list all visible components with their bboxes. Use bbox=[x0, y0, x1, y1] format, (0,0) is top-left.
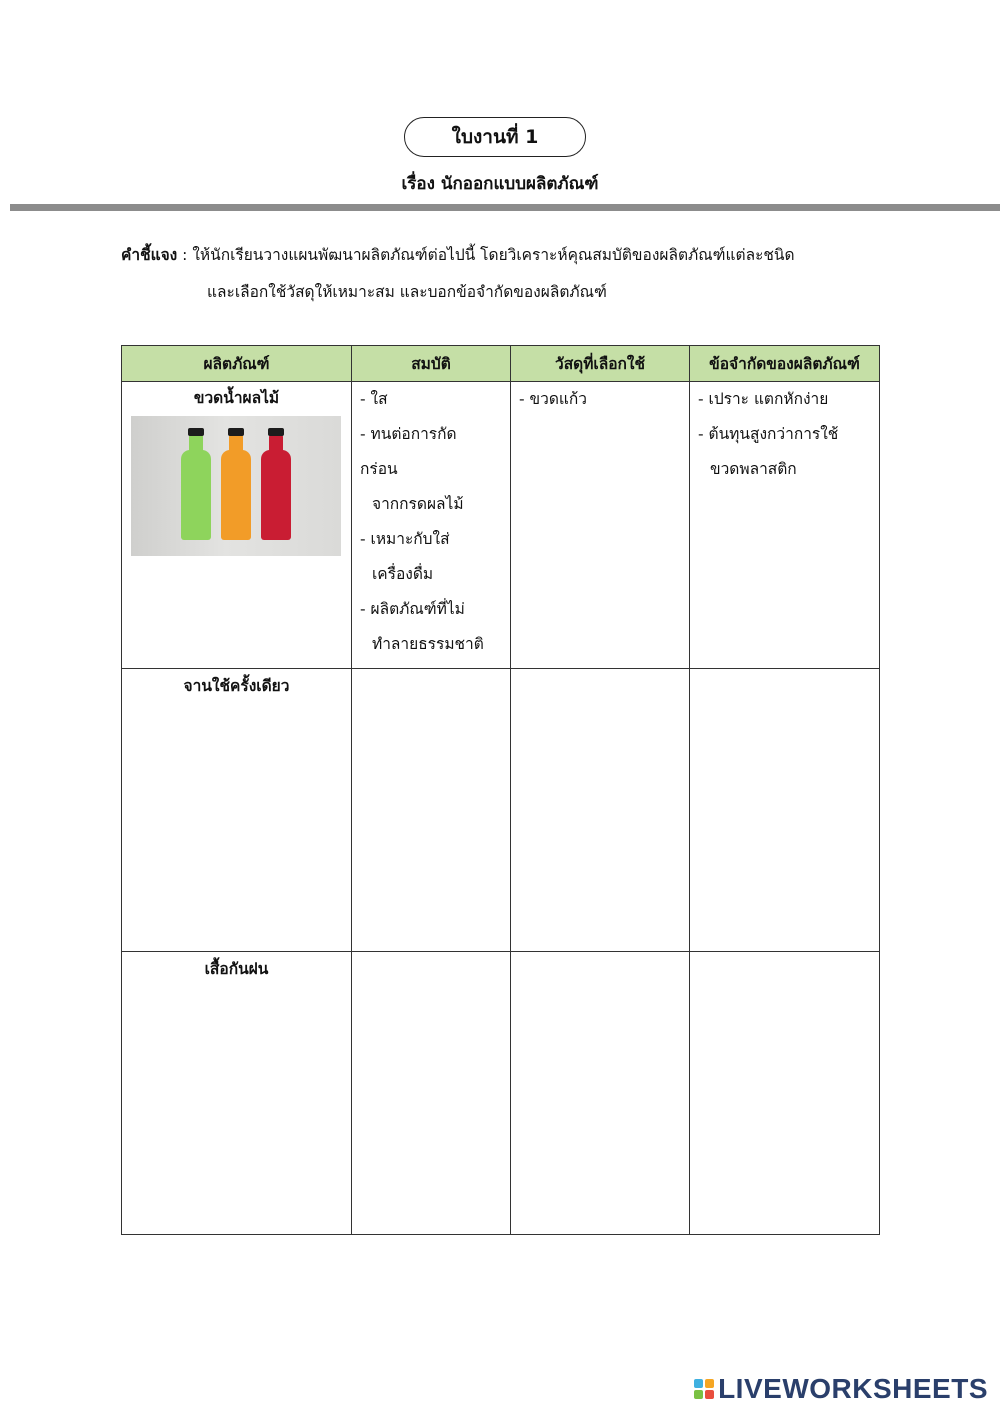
material-cell[interactable] bbox=[511, 382, 690, 669]
orange-bottle-icon bbox=[221, 450, 251, 540]
instructions-separator: : bbox=[177, 246, 193, 264]
property-line: กร่อน bbox=[360, 460, 398, 478]
product-name: ขวดน้ำผลไม้ bbox=[193, 389, 280, 407]
brand-name: LIVEWORKSHEETS bbox=[718, 1373, 988, 1404]
header-limitations: ข้อจำกัดของผลิตภัณฑ์ bbox=[690, 346, 880, 382]
green-bottle-icon bbox=[181, 450, 211, 540]
material-cell[interactable] bbox=[511, 669, 690, 952]
product-cell bbox=[122, 382, 352, 669]
properties-cell[interactable] bbox=[352, 382, 511, 669]
brand-logo bbox=[694, 1373, 988, 1405]
material-cell[interactable] bbox=[511, 952, 690, 1235]
header-properties: สมบัติ bbox=[352, 346, 511, 382]
product-cell bbox=[122, 669, 352, 952]
property-line: - ทนต่อการกัด bbox=[360, 425, 457, 443]
worksheet-title: ใบงานที่ 1 bbox=[404, 117, 586, 157]
product-cell bbox=[122, 952, 352, 1235]
table-row bbox=[122, 669, 880, 952]
limitations-cell[interactable] bbox=[690, 382, 880, 669]
product-name: เสื้อกันฝน bbox=[204, 960, 269, 978]
limitations-cell[interactable] bbox=[690, 669, 880, 952]
limitations-cell[interactable] bbox=[690, 952, 880, 1235]
property-line: ทำลายธรรมชาติ bbox=[372, 635, 484, 653]
property-line: เครื่องดื่ม bbox=[372, 565, 434, 583]
properties-cell[interactable] bbox=[352, 669, 511, 952]
brand-mark-icon bbox=[694, 1379, 714, 1399]
property-line: จากกรดผลไม้ bbox=[372, 495, 464, 513]
limitation-line: - เปราะ แตกหักง่าย bbox=[698, 390, 829, 408]
table-row bbox=[122, 952, 880, 1235]
worksheet-subtitle: เรื่อง นักออกแบบผลิตภัณฑ์ bbox=[401, 174, 599, 194]
product-name: จานใช้ครั้งเดียว bbox=[183, 677, 290, 695]
instructions-line-2: และเลือกใช้วัสดุให้เหมาะสม และบอกข้อจำกัดของผลิตภัณฑ์ bbox=[207, 283, 607, 301]
table-row bbox=[122, 382, 880, 669]
instructions-label: คำชี้แจง bbox=[121, 246, 178, 264]
header-divider bbox=[10, 204, 1000, 211]
properties-cell[interactable] bbox=[352, 952, 511, 1235]
instructions-line-1: ให้นักเรียนวางแผนพัฒนาผลิตภัณฑ์ต่อไปนี้ โดยวิเคราะห์คุณสมบัติของผลิตภัณฑ์แต่ละชนิด bbox=[192, 246, 795, 264]
header-material: วัสดุที่เลือกใช้ bbox=[511, 346, 690, 382]
header-product: ผลิตภัณฑ์ bbox=[122, 346, 352, 382]
limitation-line: - ต้นทุนสูงกว่าการใช้ bbox=[698, 425, 839, 443]
property-line: - ใส bbox=[360, 390, 388, 408]
instructions bbox=[121, 244, 891, 301]
red-bottle-icon bbox=[261, 450, 291, 540]
product-table bbox=[121, 345, 880, 1235]
property-line: - ผลิตภัณฑ์ที่ไม่ bbox=[360, 600, 465, 618]
juice-bottles-image bbox=[131, 416, 341, 556]
material-line: - ขวดแก้ว bbox=[519, 390, 587, 408]
property-line: - เหมาะกับใส่ bbox=[360, 530, 450, 548]
table-header-row bbox=[122, 346, 880, 382]
limitation-line: ขวดพลาสติก bbox=[710, 460, 797, 478]
